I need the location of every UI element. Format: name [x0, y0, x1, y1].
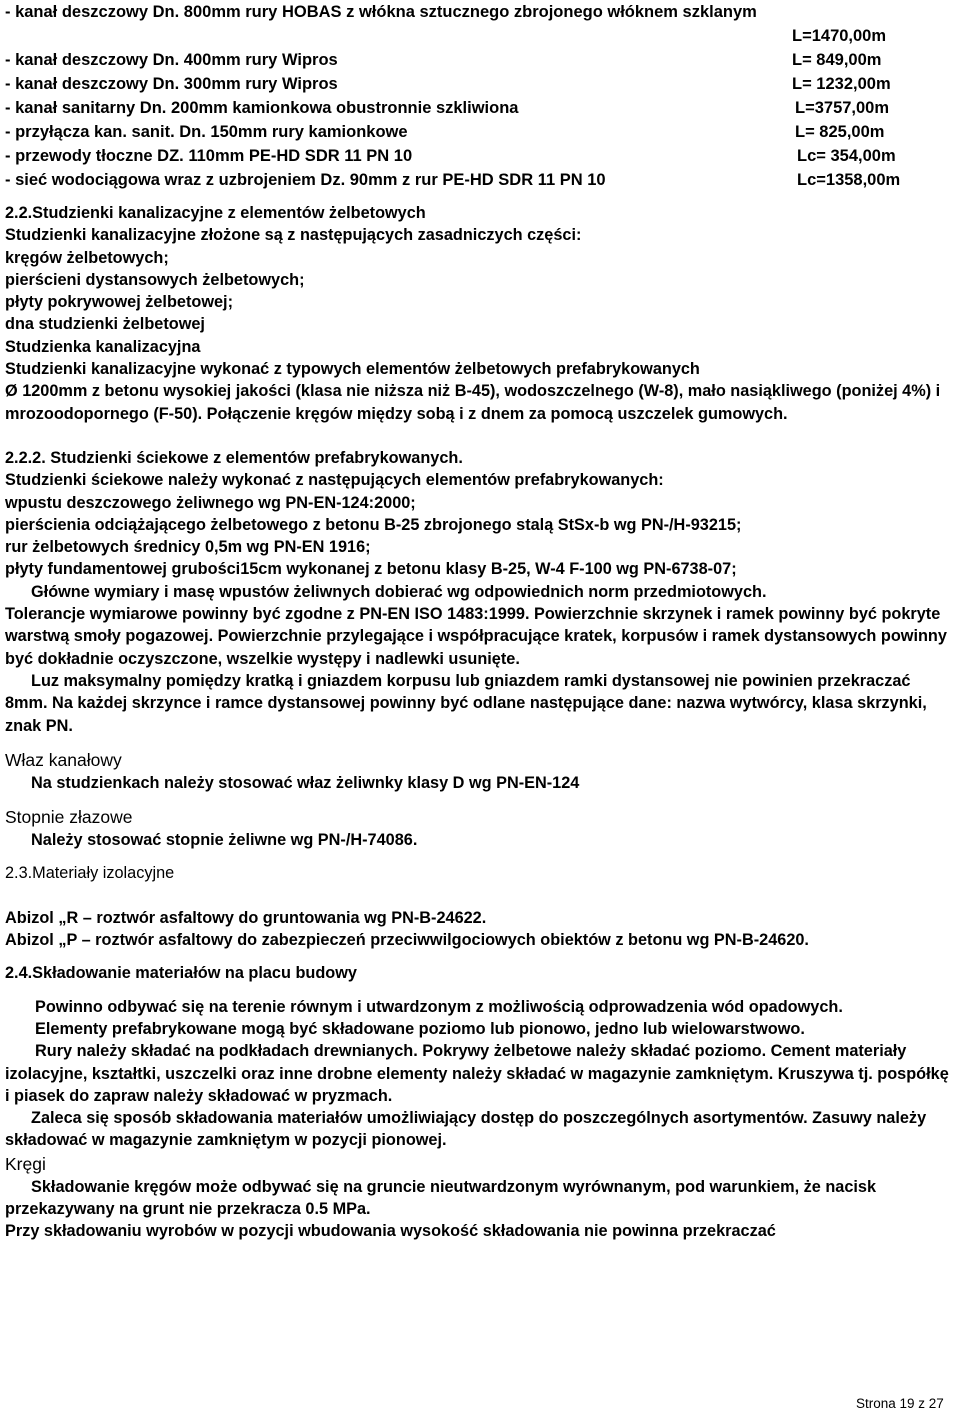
- pipe-length: L= 825,00m: [795, 123, 885, 141]
- paragraph: Zaleca się sposób składowania materiałów umożliwiający dostęp do poszczególnych asortymentów. Zasuwy należy składować w magazynie zamkniętym w pozycji pionowej.: [5, 1109, 927, 1150]
- paragraph: Studzienki ściekowe należy wykonać z następujących elementów prefabrykowanych:: [5, 471, 664, 490]
- pipe-length: L=3757,00m: [795, 99, 890, 117]
- paragraph: Na studzienkach należy stosować właz żeliwnky klasy D wg PN-EN-124: [31, 773, 580, 792]
- paragraph: Studzienki kanalizacyjne złożone są z następujących zasadniczych części:: [5, 226, 582, 245]
- paragraph: kręgów żelbetowych;: [5, 248, 169, 267]
- list-item: [5, 0, 950, 24]
- paragraph: Abizol „R – roztwór asfaltowy do gruntowania wg PN-B-24622.: [5, 908, 487, 927]
- paragraph: pierścienia odciążającego żelbetowego z betonu B-25 zbrojonego stalą StSx-b wg PN-/H-93215;: [5, 515, 742, 534]
- paragraph: Ø 1200mm z betonu wysokiej jakości (klasa nie niższa niż B-45), wodoszczelnego (W-8), mało nasiąkliwego (poniżej 4%) i mrozoodopornego (F-50). Połączenie kręgów między sobą i z dnem za pomocą uszczelek gumowych.: [5, 382, 941, 423]
- paragraph: Powinno odbywać się na terenie równym i utwardzonym z możliwością odprowadzenia wód opadowych.: [35, 997, 843, 1016]
- pipe-length-list: [5, 0, 950, 192]
- paragraph: wpustu deszczowego żeliwnego wg PN-EN-124:2000;: [5, 493, 416, 512]
- subsection-heading: Stopnie złazowe: [5, 807, 133, 828]
- section-heading: 2.2.2. Studzienki ściekowe z elementów prefabrykowanych.: [5, 448, 463, 467]
- paragraph: pierścieni dystansowych żelbetowych;: [5, 270, 305, 289]
- paragraph: Studzienki kanalizacyjne wykonać z typowych elementów żelbetowych prefabrykowanych: [5, 360, 700, 379]
- pipe-description: - kanał deszczowy Dn. 400mm rury Wipros: [5, 51, 338, 69]
- paragraph: Główne wymiary i masę wpustów żeliwnych dobierać wg odpowiednich norm przedmiotowych.: [31, 582, 767, 601]
- paragraph: Składowanie kręgów może odbywać się na gruncie nieutwardzonym wyrównanym, pod warunkiem, że nacisk przekazywany na grunt nie przekracza 0.5 MPa.: [5, 1177, 877, 1218]
- paragraph: Elementy prefabrykowane mogą być składowane poziomo lub pionowo, jedno lub wielowarstwowo.: [35, 1019, 805, 1038]
- paragraph: Przy składowaniu wyrobów w pozycji wbudowania wysokość składowania nie powinna przekraczać: [5, 1222, 776, 1241]
- page-number: Strona 19 z 27: [856, 1396, 944, 1411]
- paragraph: rur żelbetowych średnicy 0,5m wg PN-EN 1916;: [5, 538, 371, 557]
- paragraph: dna studzienki żelbetowej: [5, 315, 205, 334]
- pipe-length: L=1470,00m: [792, 27, 887, 45]
- section-heading: 2.3.Materiały izolacyjne: [5, 864, 175, 883]
- paragraph: Luz maksymalny pomiędzy kratką i gniazdem korpusu lub gniazdem ramki dystansowej nie powinien przekraczać 8mm. Na każdej skrzynce i ramce dystansowej powinny być odlane następujące dane: nazwa wytwórcy, klasa skrzynki, znak PN.: [5, 671, 927, 735]
- pipe-length: L= 849,00m: [792, 51, 882, 69]
- list-item: [5, 144, 950, 168]
- section-heading: 2.4.Składowanie materiałów na placu budowy: [5, 964, 357, 983]
- subsection-heading: Kręgi: [5, 1153, 46, 1174]
- list-item: [5, 96, 950, 120]
- pipe-description: - przewody tłoczne DZ. 110mm PE-HD SDR 11 PN 10: [5, 147, 413, 165]
- pipe-description: - kanał deszczowy Dn. 800mm rury HOBAS z włókna sztucznego zbrojonego włóknem szklanym: [5, 3, 757, 21]
- paragraph: Studzienka kanalizacyjna: [5, 337, 201, 356]
- list-item: [5, 48, 950, 72]
- pipe-length: L= 1232,00m: [792, 75, 891, 93]
- list-item: [5, 24, 950, 48]
- paragraph: Rury należy składać na podkładach drewnianych. Pokrywy żelbetowe należy składać poziomo. Cement materiały izolacyjne, kształtki, uszczelki oraz inne drobne elementy należy składać w magazynie zamkniętym. Kruszywa tj. pospółkę i piasek do zapraw należy składować w pryzmach.: [5, 1042, 949, 1105]
- pipe-description: - kanał sanitarny Dn. 200mm kamionkowa obustronnie szkliwiona: [5, 99, 519, 117]
- pipe-description: - przyłącza kan. sanit. Dn. 150mm rury kamionkowe: [5, 123, 408, 141]
- pipe-description: - kanał deszczowy Dn. 300mm rury Wipros: [5, 75, 338, 93]
- list-item: [5, 168, 950, 192]
- document-body: [5, 202, 950, 1243]
- section-heading: 2.2.Studzienki kanalizacyjne z elementów żelbetowych: [5, 204, 426, 222]
- list-item: [5, 120, 950, 144]
- paragraph: płyty fundamentowej grubości15cm wykonanej z betonu klasy B-25, W-4 F-100 wg PN-6738-07;: [5, 560, 737, 579]
- paragraph: Należy stosować stopnie żeliwne wg PN-/H-74086.: [31, 831, 418, 850]
- paragraph: Abizol „P – roztwór asfaltowy do zabezpieczeń przeciwwilgociowych obiektów z betonu wg PN-B-24620.: [5, 931, 809, 950]
- subsection-heading: Właz kanałowy: [5, 749, 122, 770]
- pipe-length: Lc=1358,00m: [797, 171, 901, 189]
- list-item: [5, 72, 950, 96]
- paragraph: Tolerancje wymiarowe powinny być zgodne z PN-EN ISO 1483:1999. Powierzchnie skrzynek i ramek powinny być pokryte warstwą smoły pogazowej. Powierzchnie przylegające i współpracujące kratek, korpusów i ramek dystansowych powinny być dokładnie oczyszczone, wszelkie występy i nadlewki usunięte.: [5, 605, 947, 668]
- pipe-length: Lc= 354,00m: [797, 147, 896, 165]
- paragraph: płyty pokrywowej żelbetowej;: [5, 293, 233, 312]
- pipe-description: - sieć wodociągowa wraz z uzbrojeniem Dz. 90mm z rur PE-HD SDR 11 PN 10: [5, 171, 606, 189]
